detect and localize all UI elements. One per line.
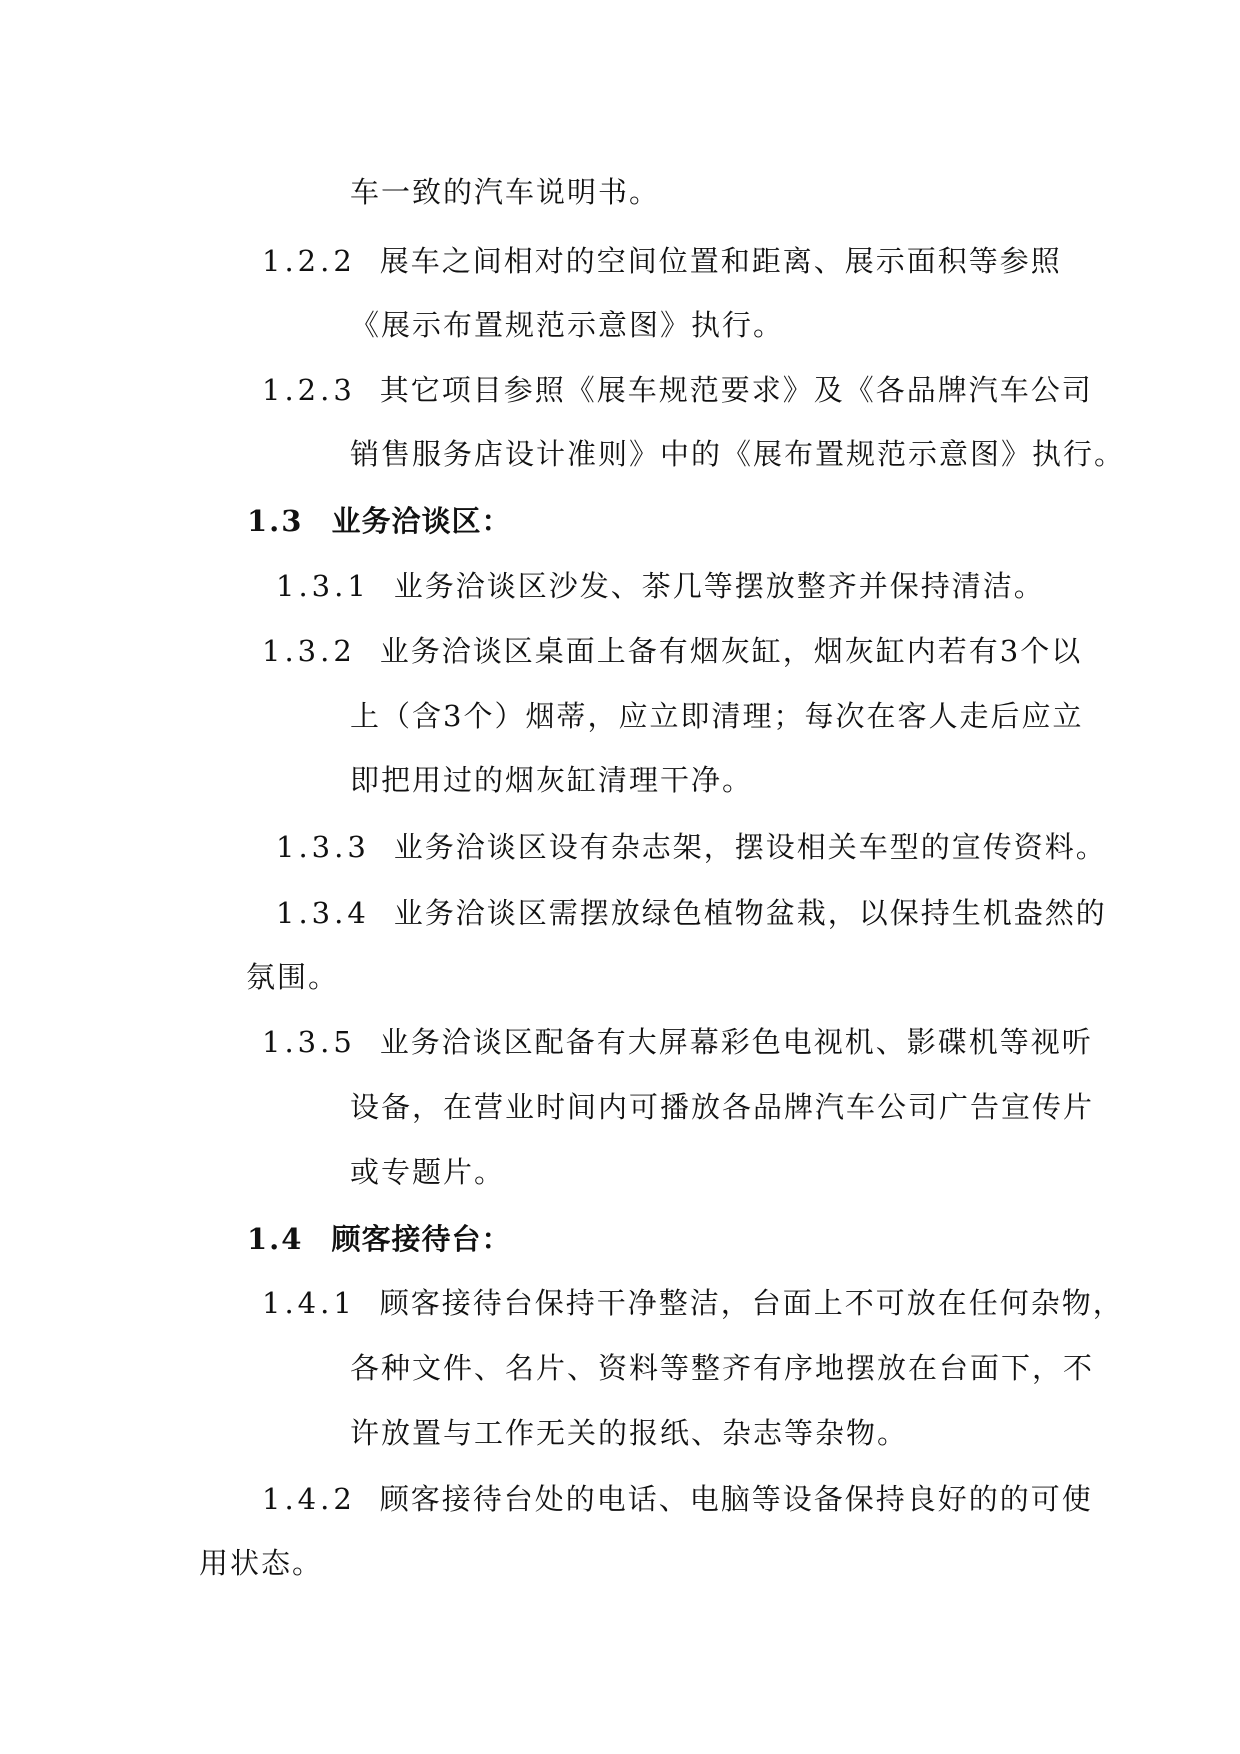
section-number: 1.3: [247, 504, 304, 538]
clause-number: 1.4.2: [262, 1482, 356, 1516]
paragraph-line: [350, 305, 784, 345]
line-text: 用状态。: [199, 1546, 324, 1580]
paragraph-line: [350, 1087, 1094, 1127]
line-text: 车一致的汽车说明书。: [350, 175, 661, 209]
line-text: 业务洽谈区需摆放绿色植物盆栽，以保持生机盎然的: [393, 896, 1107, 930]
line-text: 氛围。: [246, 960, 340, 994]
line-text: 即把用过的烟灰缸清理干净。: [350, 763, 754, 797]
line-text: 顾客接待台处的电话、电脑等设备保持良好的的可使: [379, 1482, 1093, 1516]
paragraph-line: [350, 434, 1125, 474]
paragraph-line: [350, 1348, 1094, 1388]
line-text: 或专题片。: [350, 1155, 506, 1189]
paragraph-line: [350, 172, 660, 212]
line-text: 业务洽谈区设有杂志架，摆设相关车型的宣传资料。: [393, 830, 1107, 864]
line-text: 顾客接待台保持干净整洁，台面上不可放在任何杂物，: [379, 1286, 1124, 1320]
paragraph-line: [350, 1413, 908, 1453]
paragraph-line: [262, 370, 1093, 410]
paragraph-line: [262, 1022, 1093, 1062]
line-text: 业务洽谈区沙发、茶几等摆放整齐并保持清洁。: [393, 569, 1045, 603]
clause-number: 1.2.3: [262, 373, 356, 407]
line-text: 设备，在营业时间内可播放各品牌汽车公司广告宣传片: [350, 1090, 1095, 1124]
section-title: 顾客接待台：: [331, 1222, 512, 1256]
paragraph-line: [350, 696, 1083, 736]
clause-number: 1.4.1: [262, 1286, 356, 1320]
paragraph-line: [262, 631, 1082, 671]
paragraph-line: [276, 566, 1045, 606]
line-text: 各种文件、名片、资料等整齐有序地摆放在台面下，不: [350, 1351, 1095, 1385]
clause-number: 1.3.3: [276, 830, 370, 864]
section-heading: [247, 1219, 511, 1259]
clause-number: 1.3.4: [276, 896, 370, 930]
line-text: 展车之间相对的空间位置和距离、展示面积等参照: [379, 244, 1062, 278]
line-text: 其它项目参照《展车规范要求》及《各品牌汽车公司: [379, 373, 1093, 407]
line-text: 上（含3个）烟蒂，应立即清理；每次在客人走后应立: [350, 699, 1084, 733]
section-number: 1.4: [247, 1222, 304, 1256]
paragraph-line: [262, 241, 1062, 281]
clause-number: 1.3.2: [262, 634, 356, 668]
paragraph-line: [246, 957, 339, 997]
clause-number: 1.3.1: [276, 569, 370, 603]
clause-number: 1.2.2: [262, 244, 356, 278]
line-text: 业务洽谈区配备有大屏幕彩色电视机、影碟机等视听: [379, 1025, 1093, 1059]
paragraph-line: [350, 1152, 505, 1192]
line-text: 销售服务店设计准则》中的《展布置规范示意图》执行。: [350, 437, 1126, 471]
line-text: 许放置与工作无关的报纸、杂志等杂物。: [350, 1416, 909, 1450]
section-heading: [247, 501, 511, 541]
line-text: 《展示布置规范示意图》执行。: [350, 308, 785, 342]
paragraph-line: [276, 893, 1107, 933]
clause-number: 1.3.5: [262, 1025, 356, 1059]
paragraph-line: [350, 760, 753, 800]
section-title: 业务洽谈区：: [331, 504, 512, 538]
paragraph-line: [262, 1283, 1124, 1323]
paragraph-line: [199, 1543, 323, 1583]
paragraph-line: [276, 827, 1107, 867]
line-text: 业务洽谈区桌面上备有烟灰缸，烟灰缸内若有3个以: [379, 634, 1083, 668]
paragraph-line: [262, 1479, 1093, 1519]
